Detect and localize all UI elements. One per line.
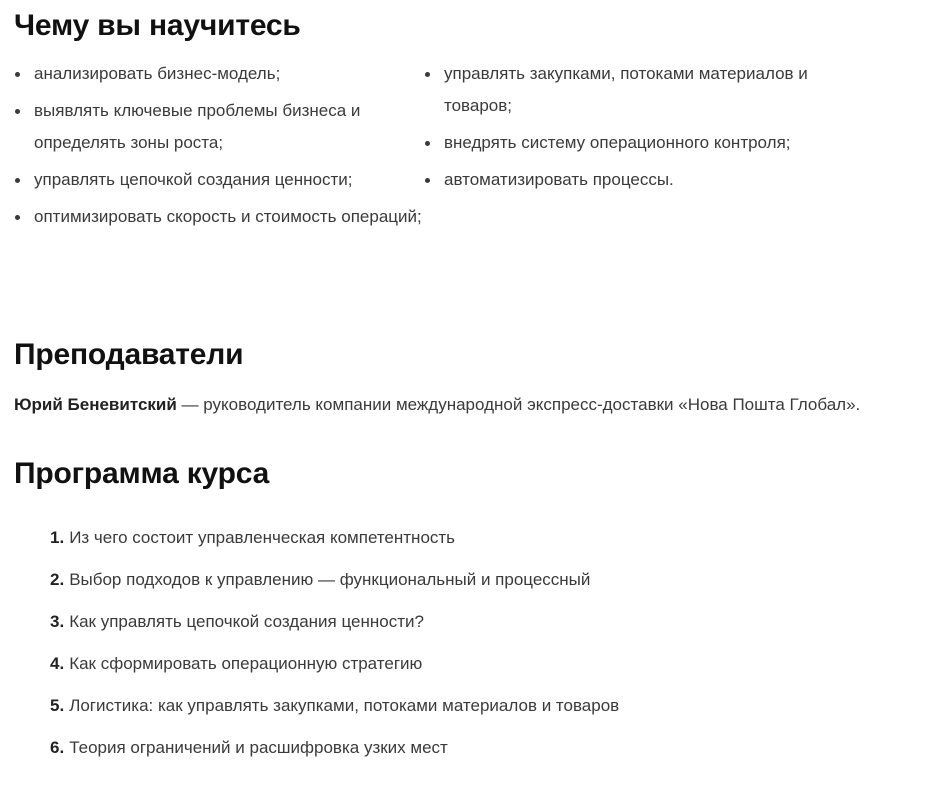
program-list [50,517,619,769]
learn-item-text: управлять цепочкой создания ценности; [34,170,353,189]
program-item-text: Выбор подходов к управлению — функциональный и процессный [69,570,591,589]
learn-list-right [424,58,824,238]
learn-item [14,95,424,159]
program-heading: Программа курса [14,457,270,490]
bullet-dot-icon [425,178,430,183]
learn-item [14,58,424,90]
bullet-dot-icon [15,178,20,183]
program-item-text: Логистика: как управлять закупками, потоками материалов и товаров [69,696,620,715]
program-item-number: 6. [50,738,65,757]
learn-item-text: анализировать бизнес-модель; [34,64,281,83]
learn-heading: Чему вы научитесь [14,9,301,42]
program-item-number: 3. [50,612,65,631]
teacher-description: — руководитель компании международной экспресс-доставки «Нова Пошта Глобал». [176,395,861,414]
bullet-dot-icon [425,141,430,146]
learn-item [14,201,424,233]
program-item [50,643,619,685]
program-item [50,601,619,643]
program-item [50,685,619,727]
learn-item [424,127,824,159]
bullet-dot-icon [15,215,20,220]
learn-item-text: оптимизировать скорость и стоимость операций; [34,207,422,226]
learn-item-text: выявлять ключевые проблемы бизнеса и определять зоны роста; [34,101,361,152]
learn-list-left [14,58,424,238]
program-item-number: 1. [50,528,65,547]
teacher-name: Юрий Беневитский [14,395,177,414]
program-item-text: Теория ограничений и расшифровка узких мест [69,738,448,757]
learn-item [14,164,424,196]
program-item-text: Как сформировать операционную стратегию [69,654,423,673]
bullet-dot-icon [425,72,430,77]
learn-item [424,58,824,122]
teacher-entry [14,392,860,418]
teachers-heading: Преподаватели [14,338,244,371]
program-item-text: Как управлять цепочкой создания ценности? [69,612,424,631]
learn-outcomes [14,58,929,238]
program-item-text: Из чего состоит управленческая компетентность [69,528,456,547]
program-item [50,517,619,559]
learn-item-text: автоматизировать процессы. [444,170,674,189]
learn-item-text: управлять закупками, потоками материалов и товаров; [444,64,808,115]
learn-item-text: внедрять систему операционного контроля; [444,133,791,152]
bullet-dot-icon [15,109,20,114]
learn-item [424,164,824,196]
bullet-dot-icon [15,72,20,77]
program-item-number: 4. [50,654,65,673]
program-item-number: 2. [50,570,65,589]
program-item [50,559,619,601]
program-item [50,727,619,769]
program-item-number: 5. [50,696,65,715]
